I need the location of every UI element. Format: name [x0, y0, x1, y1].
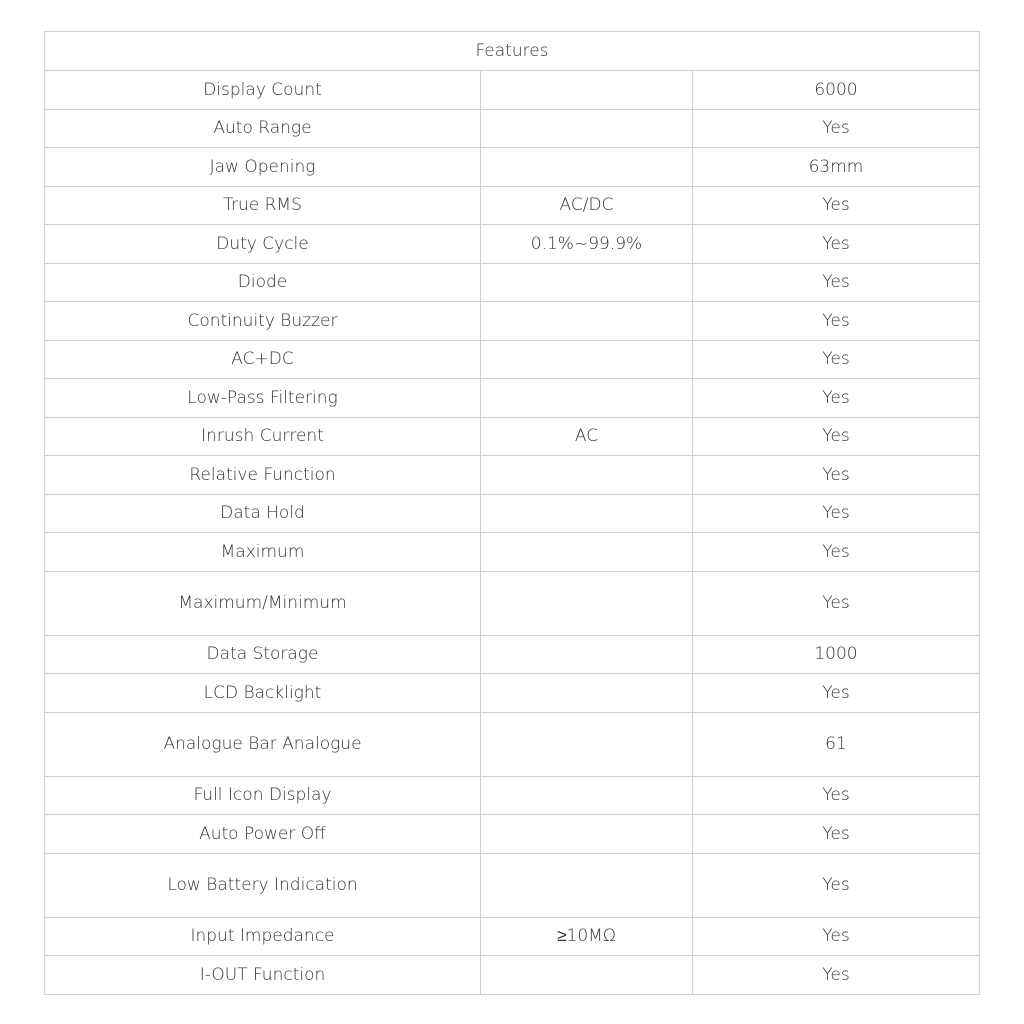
detail-cell: [481, 109, 693, 148]
table-row: [45, 712, 980, 776]
features-table: [44, 31, 980, 995]
value-cell: Yes: [693, 302, 980, 341]
detail-cell: [481, 571, 693, 635]
value-cell: 61: [693, 712, 980, 776]
value-cell: Yes: [693, 917, 980, 956]
feature-cell: AC+DC: [45, 340, 481, 379]
feature-cell: Display Count: [45, 71, 481, 110]
detail-cell: ≥10MΩ: [481, 917, 693, 956]
value-cell: Yes: [693, 776, 980, 815]
feature-cell: Maximum: [45, 533, 481, 572]
value-cell: Yes: [693, 815, 980, 854]
feature-cell: Relative Function: [45, 456, 481, 495]
detail-cell: [481, 148, 693, 187]
detail-cell: 0.1%~99.9%: [481, 225, 693, 264]
detail-cell: AC/DC: [481, 186, 693, 225]
table-row: [45, 956, 980, 995]
detail-cell: [481, 635, 693, 674]
value-cell: Yes: [693, 853, 980, 917]
feature-cell: Auto Range: [45, 109, 481, 148]
value-cell: 1000: [693, 635, 980, 674]
value-cell: Yes: [693, 225, 980, 264]
table-row: [45, 109, 980, 148]
table-row: [45, 379, 980, 418]
table-row: [45, 635, 980, 674]
table-row: [45, 853, 980, 917]
feature-cell: LCD Backlight: [45, 674, 481, 713]
feature-cell: Continuity Buzzer: [45, 302, 481, 341]
value-cell: Yes: [693, 571, 980, 635]
feature-cell: Full Icon Display: [45, 776, 481, 815]
feature-cell: Data Hold: [45, 494, 481, 533]
value-cell: Yes: [693, 456, 980, 495]
table-row: [45, 494, 980, 533]
value-cell: Yes: [693, 674, 980, 713]
feature-cell: Diode: [45, 263, 481, 302]
table-row: [45, 148, 980, 187]
detail-cell: [481, 263, 693, 302]
table-header-row: [45, 32, 980, 71]
value-cell: Yes: [693, 109, 980, 148]
value-cell: Yes: [693, 379, 980, 418]
table-row: [45, 533, 980, 572]
detail-cell: [481, 71, 693, 110]
detail-cell: [481, 494, 693, 533]
table-row: [45, 302, 980, 341]
feature-cell: True RMS: [45, 186, 481, 225]
feature-cell: Maximum/Minimum: [45, 571, 481, 635]
value-cell: Yes: [693, 263, 980, 302]
table-row: [45, 417, 980, 456]
table-row: [45, 917, 980, 956]
table-row: [45, 571, 980, 635]
table-row: [45, 225, 980, 264]
detail-cell: [481, 302, 693, 341]
feature-cell: Jaw Opening: [45, 148, 481, 187]
detail-cell: [481, 340, 693, 379]
table-row: [45, 776, 980, 815]
feature-cell: I-OUT Function: [45, 956, 481, 995]
feature-cell: Low Battery Indication: [45, 853, 481, 917]
table-row: [45, 815, 980, 854]
table-row: [45, 186, 980, 225]
table-row: [45, 674, 980, 713]
features-table-container: [44, 31, 979, 995]
detail-cell: [481, 533, 693, 572]
feature-cell: Data Storage: [45, 635, 481, 674]
value-cell: Yes: [693, 956, 980, 995]
value-cell: Yes: [693, 417, 980, 456]
detail-cell: [481, 379, 693, 418]
feature-cell: Analogue Bar Analogue: [45, 712, 481, 776]
feature-cell: Auto Power Off: [45, 815, 481, 854]
value-cell: 63mm: [693, 148, 980, 187]
detail-cell: [481, 456, 693, 495]
feature-cell: Inrush Current: [45, 417, 481, 456]
table-row: [45, 340, 980, 379]
feature-cell: Input Impedance: [45, 917, 481, 956]
detail-cell: [481, 776, 693, 815]
detail-cell: [481, 674, 693, 713]
value-cell: Yes: [693, 494, 980, 533]
table-row: [45, 71, 980, 110]
value-cell: Yes: [693, 340, 980, 379]
table-row: [45, 263, 980, 302]
value-cell: 6000: [693, 71, 980, 110]
value-cell: Yes: [693, 533, 980, 572]
value-cell: Yes: [693, 186, 980, 225]
feature-cell: Low-Pass Filtering: [45, 379, 481, 418]
detail-cell: [481, 712, 693, 776]
detail-cell: AC: [481, 417, 693, 456]
detail-cell: [481, 853, 693, 917]
feature-cell: Duty Cycle: [45, 225, 481, 264]
table-row: [45, 456, 980, 495]
table-header: Features: [45, 32, 980, 71]
detail-cell: [481, 956, 693, 995]
detail-cell: [481, 815, 693, 854]
